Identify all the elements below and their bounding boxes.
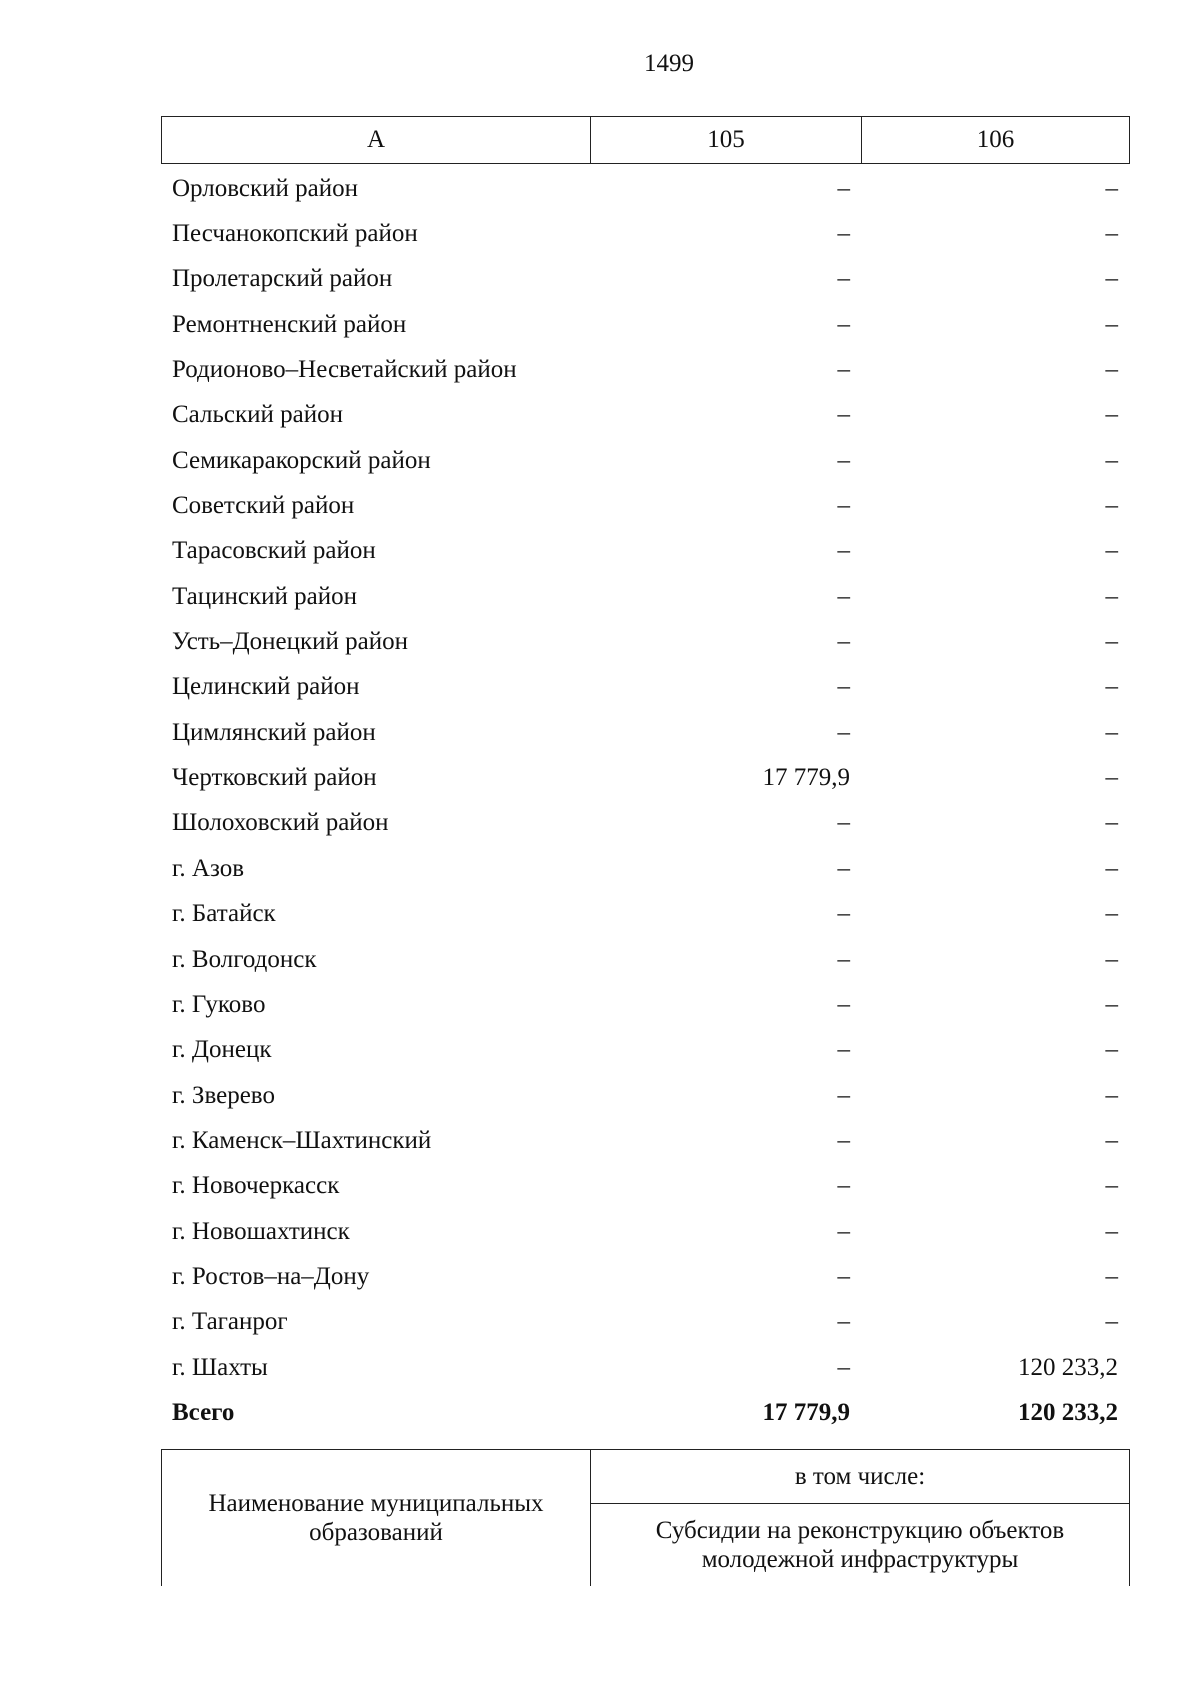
value-106: –: [1105, 718, 1118, 746]
value-106: –: [1105, 446, 1118, 474]
value-105: –: [837, 582, 850, 610]
header-row: [162, 117, 1130, 164]
value-106: –: [1105, 220, 1118, 248]
value-105: –: [837, 220, 850, 248]
municipality-name: Тацинский район: [172, 582, 357, 610]
value-105: –: [837, 900, 850, 928]
table-row: [161, 1073, 1129, 1118]
value-106: –: [1105, 492, 1118, 520]
table-row: [161, 801, 1129, 846]
value-106: 120 233,2: [1018, 1353, 1118, 1381]
table-row: [161, 619, 1129, 664]
municipality-name: Пролетарский район: [172, 265, 393, 293]
table-row: [161, 574, 1129, 619]
value-105: –: [837, 401, 850, 429]
table-row: [161, 755, 1129, 800]
municipality-name: Советский район: [172, 492, 355, 520]
header-col-106: 106: [862, 117, 1130, 164]
table-row: [161, 1164, 1129, 1209]
table-row: [161, 1345, 1129, 1390]
header-col-a: А: [162, 117, 591, 164]
municipality-name: г. Каменск–Шахтинский: [172, 1126, 432, 1154]
value-106: –: [1105, 310, 1118, 338]
column-index-header: [161, 116, 1130, 164]
table-row: [161, 665, 1129, 710]
value-105: –: [837, 446, 850, 474]
table-row: [161, 1118, 1129, 1163]
table-row: [161, 1254, 1129, 1299]
value-105: –: [837, 945, 850, 973]
municipality-name: г. Новошахтинск: [172, 1217, 350, 1245]
table-row: [161, 1209, 1129, 1254]
table-row: [161, 347, 1129, 392]
total-value-105: 17 779,9: [762, 1398, 850, 1426]
municipality-name: Ремонтненский район: [172, 310, 407, 338]
value-106: –: [1105, 990, 1118, 1018]
municipality-name: Песчанокопский район: [172, 220, 418, 248]
municipality-name: г. Донецк: [172, 1036, 272, 1064]
value-105: –: [837, 492, 850, 520]
value-105: –: [837, 1081, 850, 1109]
table-row: [161, 1028, 1129, 1073]
value-105: –: [837, 809, 850, 837]
municipality-name: Чертковский район: [172, 764, 377, 792]
municipality-name: г. Азов: [172, 854, 245, 882]
table-row: [161, 211, 1129, 256]
value-105: 17 779,9: [762, 764, 850, 792]
value-105: –: [837, 537, 850, 565]
value-106: –: [1105, 265, 1118, 293]
table-row: [161, 892, 1129, 937]
table-body: [161, 166, 1129, 1390]
municipality-name: г. Новочеркасск: [172, 1172, 340, 1200]
table-row: [161, 982, 1129, 1027]
value-106: –: [1105, 900, 1118, 928]
value-106: –: [1105, 1172, 1118, 1200]
table-row: [161, 302, 1129, 347]
municipality-name: Родионово–Несветайский район: [172, 356, 517, 384]
value-106: –: [1105, 809, 1118, 837]
total-value-106: 120 233,2: [1018, 1398, 1118, 1426]
page-number: 1499: [644, 50, 694, 77]
value-106: –: [1105, 628, 1118, 656]
table-row: [161, 257, 1129, 302]
value-106: –: [1105, 854, 1118, 882]
value-106: –: [1105, 945, 1118, 973]
table-row: [161, 937, 1129, 982]
municipality-table: [161, 166, 1129, 1436]
continued-header-row-1: [162, 1450, 1130, 1504]
table-row: [161, 438, 1129, 483]
value-106: –: [1105, 401, 1118, 429]
value-106: –: [1105, 1217, 1118, 1245]
subsidy-header: Субсидии на реконструкцию объектов молодежной инфраструктуры: [591, 1504, 1130, 1587]
value-106: –: [1105, 537, 1118, 565]
municipality-name: Шолоховский район: [172, 809, 389, 837]
value-106: –: [1105, 1262, 1118, 1290]
total-label: Всего: [172, 1398, 235, 1426]
municipality-name: г. Зверево: [172, 1081, 275, 1109]
including-header: в том числе:: [591, 1450, 1130, 1504]
value-105: –: [837, 174, 850, 202]
header-col-105: 105: [591, 117, 862, 164]
municipality-name: г. Батайск: [172, 900, 276, 928]
table-row: [161, 529, 1129, 574]
municipality-name: Усть–Донецкий район: [172, 628, 409, 656]
value-105: –: [837, 718, 850, 746]
municipality-name-header: Наименование муниципальных образований: [162, 1450, 591, 1587]
value-106: –: [1105, 1081, 1118, 1109]
municipality-name: Сальский район: [172, 401, 343, 429]
continued-header: [161, 1449, 1130, 1586]
value-105: –: [837, 628, 850, 656]
value-106: –: [1105, 356, 1118, 384]
table-row: [161, 846, 1129, 891]
value-106: –: [1105, 1308, 1118, 1336]
municipality-name: Орловский район: [172, 174, 358, 202]
value-105: –: [837, 854, 850, 882]
value-105: –: [837, 310, 850, 338]
table-row: [161, 1300, 1129, 1345]
municipality-name: Целинский район: [172, 673, 360, 701]
value-105: –: [837, 265, 850, 293]
value-106: –: [1105, 582, 1118, 610]
municipality-name: г. Ростов–на–Дону: [172, 1262, 370, 1290]
value-105: –: [837, 1262, 850, 1290]
value-105: –: [837, 1036, 850, 1064]
value-105: –: [837, 1126, 850, 1154]
municipality-name: г. Гуково: [172, 990, 266, 1018]
value-106: –: [1105, 1036, 1118, 1064]
municipality-name: г. Шахты: [172, 1353, 268, 1381]
value-106: –: [1105, 764, 1118, 792]
value-105: –: [837, 1353, 850, 1381]
value-105: –: [837, 990, 850, 1018]
value-105: –: [837, 1217, 850, 1245]
value-105: –: [837, 1172, 850, 1200]
total-row: [161, 1390, 1129, 1435]
table-row: [161, 166, 1129, 211]
value-106: –: [1105, 673, 1118, 701]
municipality-name: г. Волгодонск: [172, 945, 317, 973]
municipality-name: г. Таганрог: [172, 1308, 288, 1336]
value-105: –: [837, 356, 850, 384]
value-106: –: [1105, 174, 1118, 202]
municipality-name: Семикаракорский район: [172, 446, 431, 474]
municipality-name: Цимлянский район: [172, 718, 376, 746]
table-row: [161, 483, 1129, 528]
value-105: –: [837, 1308, 850, 1336]
municipality-name: Тарасовский район: [172, 537, 376, 565]
table-row: [161, 710, 1129, 755]
value-106: –: [1105, 1126, 1118, 1154]
table-row: [161, 393, 1129, 438]
value-105: –: [837, 673, 850, 701]
